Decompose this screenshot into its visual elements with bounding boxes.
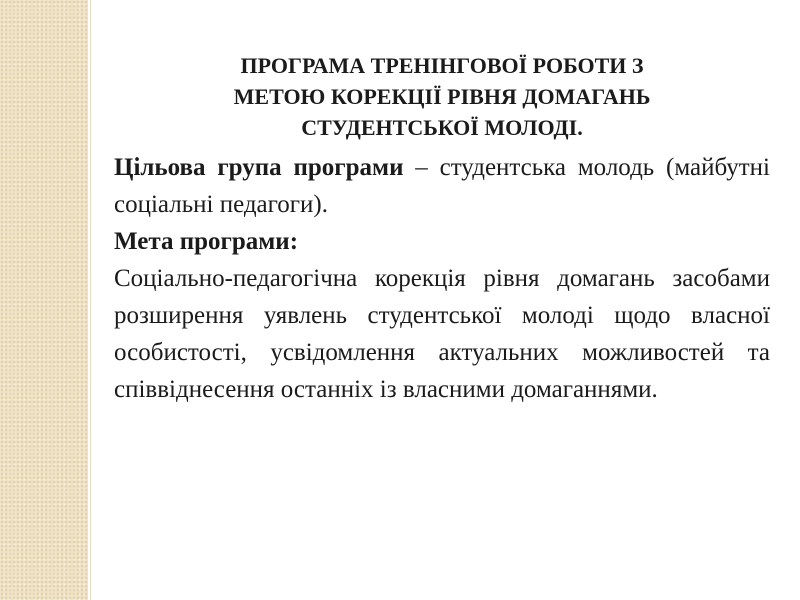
goal-text: Соціально-педагогічна корекція рівня домагань засобами розширення уявлень студентської молоді щодо власної особистості, усвідомлення актуальних можливостей та співвіднесення останніх із власними домаганнями. xyxy=(114,265,770,403)
slide-title xyxy=(114,50,770,143)
slide-title-line: ПРОГРАМА ТРЕНІНГОВОЇ РОБОТИ З xyxy=(240,53,644,78)
goal-label: Мета програми: xyxy=(114,228,299,255)
target-group-label: Цільова група програми xyxy=(114,154,404,181)
slide-title-line: МЕТОЮ КОРЕКЦІЇ РІВНЯ ДОМАГАНЬ xyxy=(233,84,651,109)
target-group-paragraph xyxy=(114,149,770,223)
side-divider-line xyxy=(90,0,91,600)
slide-title-line: СТУДЕНТСЬКОЇ МОЛОДІ. xyxy=(301,115,583,140)
slide-content xyxy=(114,50,770,408)
target-group-text: – студентська молодь (майбутні соціальні педагоги). xyxy=(114,154,770,218)
decorative-side-band xyxy=(0,0,88,600)
